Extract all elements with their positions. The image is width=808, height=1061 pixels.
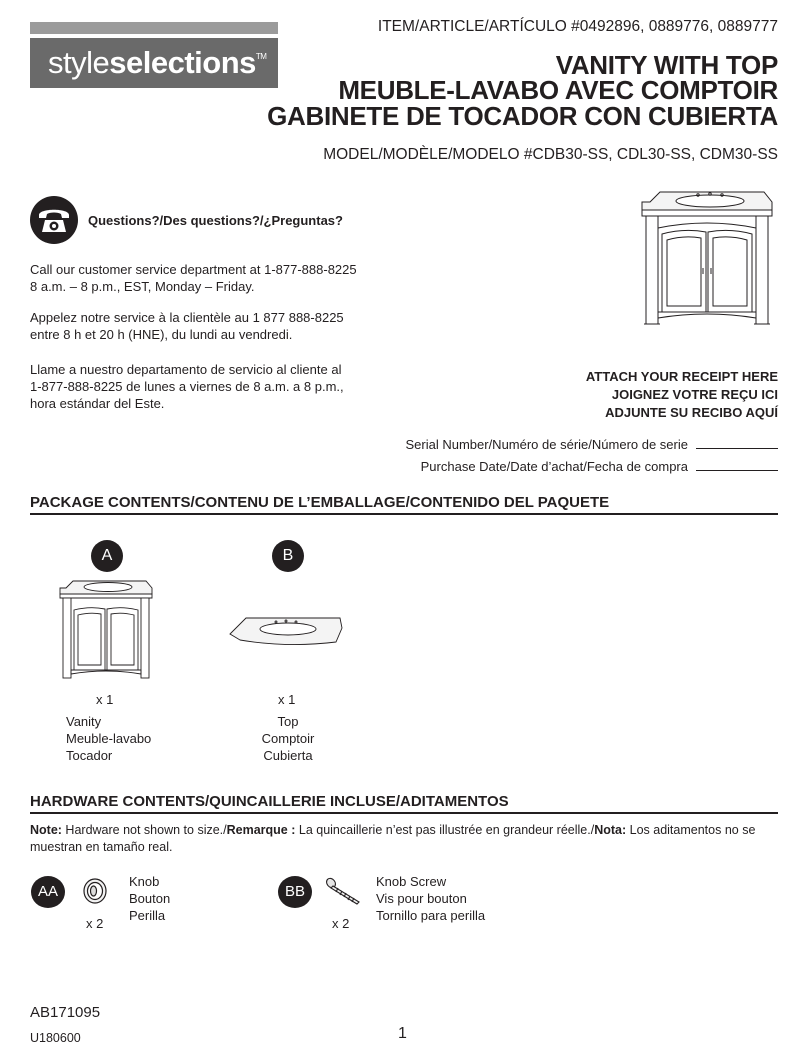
hardware-bb-badge: BB — [278, 876, 312, 908]
contact-spanish-line-3: hora estándar del Este. — [30, 396, 165, 411]
hardware-aa-badge: AA — [31, 876, 65, 908]
questions-heading: Questions?/Des questions?/¿Preguntas? — [88, 213, 343, 228]
page-number: 1 — [398, 1025, 407, 1042]
part-a-label-es: Tocador — [66, 748, 113, 763]
hardware-aa-label-en: Knob — [129, 874, 160, 889]
hardware-note — [30, 822, 780, 856]
hardware-bb-quantity: x 2 — [332, 916, 350, 931]
part-b-badge: B — [272, 540, 304, 572]
note-label-es: Nota: — [594, 823, 627, 837]
knob-icon — [82, 877, 108, 905]
package-contents-heading: PACKAGE CONTENTS/CONTENU DE L’EMBALLAGE/CONTENIDO DEL PAQUETE — [30, 494, 610, 511]
receipt-french: JOIGNEZ VOTRE REÇU ICI — [611, 387, 778, 402]
title-spanish: GABINETE DE TOCADOR CON CUBIERTA — [267, 101, 778, 131]
model-number-line: MODEL/MODÈLE/MODELO #CDB30-SS, CDL30-SS, CDM30-SS — [323, 146, 778, 163]
part-b-label-fr: Comptoir — [261, 731, 315, 746]
part-b-label-en: Top — [277, 714, 299, 729]
telephone-icon — [30, 196, 78, 244]
hardware-bb-label-fr: Vis pour bouton — [376, 891, 467, 906]
contact-spanish-line-1: Llame a nuestro departamento de servicio al cliente al — [30, 362, 342, 377]
title-english: VANITY WITH TOP — [555, 50, 778, 80]
logo-top-bar — [30, 22, 278, 34]
top-part-image — [228, 614, 344, 650]
purchase-date-label: Purchase Date/Date d’achat/Fecha de compra — [420, 459, 688, 474]
vanity-illustration — [640, 188, 774, 332]
part-a-quantity: x 1 — [96, 692, 114, 707]
contact-english-line-1: Call our customer service department at 1-877-888-8225 — [30, 262, 357, 277]
hardware-bb-label-en: Knob Screw — [376, 874, 447, 889]
receipt-spanish: ADJUNTE SU RECIBO AQUÍ — [605, 405, 778, 420]
hardware-bb-label — [376, 873, 485, 924]
note-text-en: Hardware not shown to size./ — [61, 823, 227, 837]
part-a-label-en: Vanity — [66, 714, 102, 729]
hardware-contents-heading: HARDWARE CONTENTS/QUINCAILLERIE INCLUSE/ADITAMENTOS — [30, 793, 509, 810]
contact-spanish — [30, 361, 344, 412]
contact-spanish-line-2: 1-877-888-8225 de lunes a viernes de 8 a.m. a 8 p.m., — [30, 379, 344, 394]
receipt-english: ATTACH YOUR RECEIPT HERE — [585, 369, 778, 384]
serial-number-field[interactable] — [405, 437, 778, 452]
purchase-date-field[interactable] — [421, 459, 778, 474]
hardware-aa-label — [129, 873, 170, 924]
hardware-divider — [30, 812, 778, 814]
contact-french-line-1: Appelez notre service à la clientèle au 1 877 888-8225 — [30, 310, 344, 325]
contact-english — [30, 261, 357, 295]
item-number-line: ITEM/ARTICLE/ARTÍCULO #0492896, 0889776, 0889777 — [377, 18, 778, 35]
note-label-en: Note: — [30, 823, 62, 837]
hardware-bb-label-es: Tornillo para perilla — [376, 908, 486, 923]
part-a-label-fr: Meuble-lavabo — [66, 731, 152, 746]
note-text-es: Los aditamentos no se muestran en tamaño real. — [30, 823, 756, 854]
hardware-aa-label-fr: Bouton — [129, 891, 171, 906]
part-b-quantity: x 1 — [278, 692, 296, 707]
contact-french — [30, 309, 344, 343]
vanity-part-image — [58, 578, 154, 684]
document-code: AB171095 — [30, 1004, 101, 1021]
contact-french-line-2: entre 8 h et 20 h (HNE), du lundi au vendredi. — [30, 327, 293, 342]
part-a-badge: A — [91, 540, 123, 572]
note-text-fr: La quincaillerie n’est pas illustrée en grandeur réelle./ — [295, 823, 595, 837]
part-a-label — [66, 713, 151, 764]
revision-code: U180600 — [30, 1031, 81, 1045]
title-french: MEUBLE-LAVABO AVEC COMPTOIR — [338, 75, 778, 105]
brand-logo: styleselections™ — [30, 38, 278, 88]
note-label-fr: Remarque : — [226, 823, 296, 837]
package-divider — [30, 513, 778, 515]
knob-screw-icon — [325, 876, 363, 906]
serial-number-label: Serial Number/Numéro de série/Número de serie — [405, 437, 688, 452]
serial-number-line[interactable] — [696, 448, 778, 449]
part-b-label — [228, 713, 348, 764]
purchase-date-line[interactable] — [696, 470, 778, 471]
contact-english-line-2: 8 a.m. – 8 p.m., EST, Monday – Friday. — [30, 279, 255, 294]
hardware-aa-quantity: x 2 — [86, 916, 104, 931]
hardware-aa-label-es: Perilla — [129, 908, 166, 923]
part-b-label-es: Cubierta — [263, 748, 313, 763]
